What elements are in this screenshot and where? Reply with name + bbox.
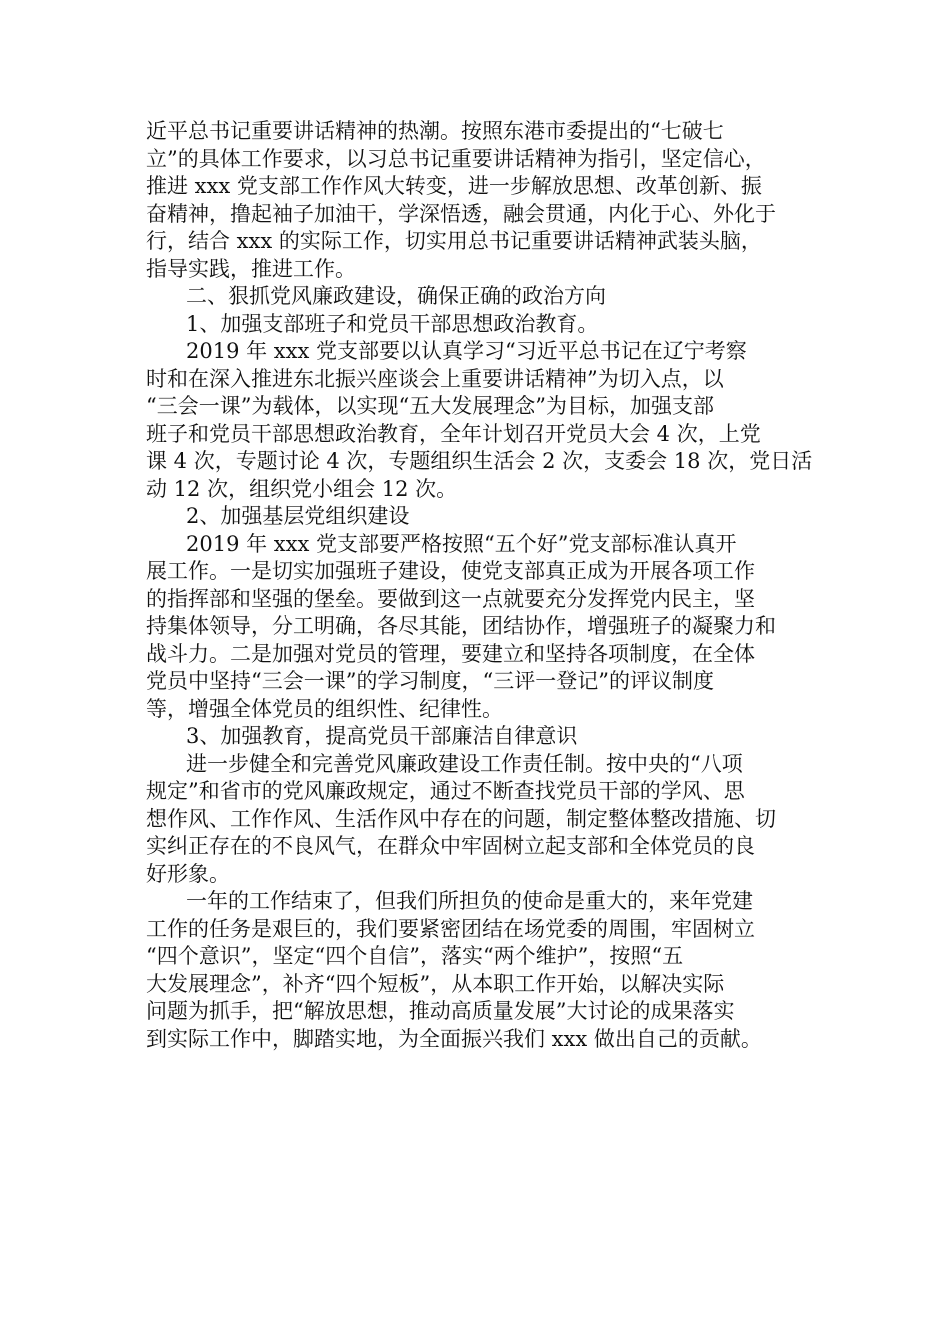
text-line: 战斗力。二是加强对党员的管理，要建立和坚持各项制度，在全体 xyxy=(146,641,755,666)
text-line: 立”的具体工作要求，以习总书记重要讲话精神为指引，坚定信心， xyxy=(146,146,766,171)
text-line: 指导实践，推进工作。 xyxy=(146,256,356,281)
text-line: 时和在深入推进东北振兴座谈会上重要讲话精神”为切入点，以 xyxy=(146,366,724,391)
text-line: 行，结合 xxx 的实际工作，切实用总书记重要讲话精神武装头脑， xyxy=(146,229,762,253)
text-line: 党员中坚持“三会一课”的学习制度，“三评一登记”的评议制度 xyxy=(146,669,714,693)
text-line: 规定”和省市的党风廉政规定，通过不断查找党员干部的学风、思 xyxy=(146,779,745,803)
text-line: 到实际工作中，脚踏实地，为全面振兴我们 xxx 做出自己的贡献。 xyxy=(146,1026,762,1051)
text-line: 奋精神，撸起袖子加油干，学深悟透，融会贯通，内化于心、外化于 xyxy=(146,201,776,226)
text-line: 等，增强全体党员的组织性、纪律性。 xyxy=(146,696,503,721)
text-line: “四个意识”，坚定“四个自信”，落实“两个维护”，按照“五 xyxy=(146,944,684,968)
text-line: 进一步健全和完善党风廉政建设工作责任制。按中央的“八项 xyxy=(186,751,743,776)
text-line: 2019 年 xxx 党支部要严格按照“五个好”党支部标准认真开 xyxy=(186,531,737,556)
text-line: 动 12 次，组织党小组会 12 次。 xyxy=(146,476,458,501)
text-line: 好形象。 xyxy=(146,861,230,886)
text-line: 推进 xxx 党支部工作作风大转变，进一步解放思想、改革创新、振 xyxy=(146,174,762,198)
text-line: 一年的工作结束了，但我们所担负的使命是重大的，来年党建 xyxy=(186,889,753,913)
text-line: 持集体领导，分工明确，各尽其能，团结协作，增强班子的凝聚力和 xyxy=(146,614,776,638)
document-body xyxy=(146,118,818,1053)
text-line: “三会一课”为载体，以实现“五大发展理念”为目标，加强支部 xyxy=(146,394,714,418)
text-line: 想作风、工作作风、生活作风中存在的问题，制定整体整改措施、切 xyxy=(146,806,776,831)
text-line: 课 4 次，专题讨论 4 次，专题组织生活会 2 次，支委会 18 次，党日活 xyxy=(146,449,813,473)
text-line: 问题为抓手，把“解放思想，推动高质量发展”大讨论的成果落实 xyxy=(146,999,735,1023)
text-line: 展工作。一是切实加强班子建设，使党支部真正成为开展各项工作 xyxy=(146,559,755,583)
text-line: 近平总书记重要讲话精神的热潮。按照东港市委提出的“七破七 xyxy=(146,119,724,143)
text-line: 3、加强教育，提高党员干部廉洁自律意识 xyxy=(186,724,578,748)
text-line: 二、狠抓党风廉政建设，确保正确的政治方向 xyxy=(186,284,606,308)
text-line: 实纠正存在的不良风气，在群众中牢固树立起支部和全体党员的良 xyxy=(146,834,755,858)
text-line: 2、加强基层党组织建设 xyxy=(186,504,410,528)
text-line: 工作的任务是艰巨的，我们要紧密团结在场党委的周围，牢固树立 xyxy=(146,916,755,941)
text-line: 1、加强支部班子和党员干部思想政治教育。 xyxy=(186,311,599,336)
text-line: 班子和党员干部思想政治教育，全年计划召开党员大会 4 次，上党 xyxy=(146,421,761,446)
text-line: 的指挥部和坚强的堡垒。要做到这一点就要充分发挥党内民主，坚 xyxy=(146,586,755,611)
text-line: 2019 年 xxx 党支部要以认真学习“习近平总书记在辽宁考察 xyxy=(186,339,747,363)
text-line: 大发展理念”，补齐“四个短板”，从本职工作开始，以解决实际 xyxy=(146,971,725,996)
